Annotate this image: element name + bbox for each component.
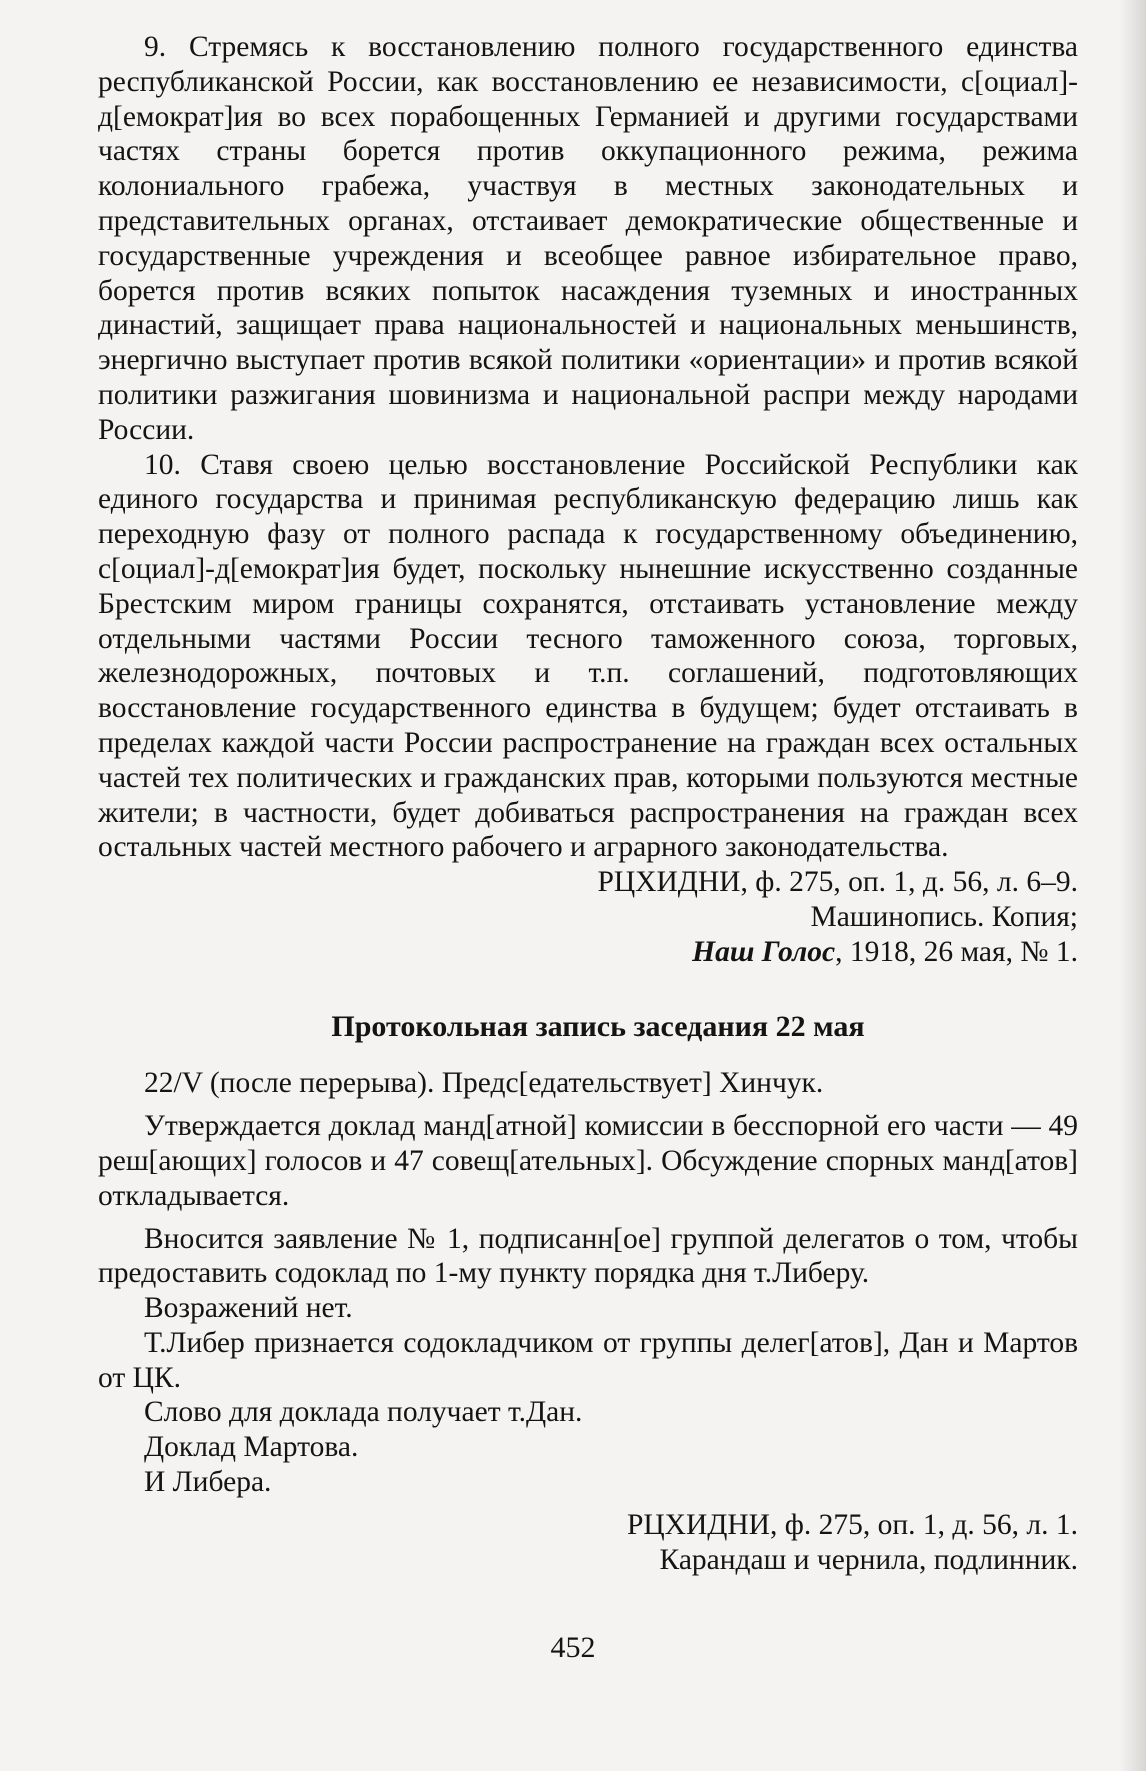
paragraph-9: 9. Стремясь к восстановлению полного государственного единства республиканской России, как восстановлению ее независимости, с[оциал]-д[емократ]ия во всех порабощенных Германией и другими государствами частях страны борется против оккупационного режима, режима колониального грабежа, участвуя в местных законодательных и представительных органах, отстаивает демократические общественные и государственные учреждения и всеобщее равное избирательное право, борется против всяких попыток насаждения туземных и иностранных династий, защищает права национальностей и национальных меньшинств, энергично выступает против всякой политики «ориентации» и против всякой политики разжигания шовинизма и национальной распри между народами России. <box>98 31 1078 446</box>
protocol-line-2: Утверждается доклад манд[атной] комиссии в бесспорной его части — 49 реш[ающих] голосов и 47 совещ[ательных]. Обсуждение спорных манд[атов] откладывается. <box>98 1110 1078 1212</box>
protocol-line-1: 22/V (после перерыва). Предс[едательствует] Хинчук. <box>144 1067 824 1100</box>
page-edge-shadow <box>1120 0 1146 1771</box>
source-type: Машинопись. Копия; <box>810 900 1078 933</box>
source-archive-ref-2: РЦХИДНИ, ф. 275, оп. 1, д. 56, л. 1. <box>626 1508 1078 1541</box>
protocol-line-4: Возражений нет. <box>144 1292 353 1325</box>
publication-details: , 1918, 26 мая, № 1. <box>835 935 1078 968</box>
source-archive-ref: РЦХИДНИ, ф. 275, оп. 1, д. 56, л. 6–9. <box>597 866 1078 899</box>
protocol-line-5: Т.Либер признается содокладчиком от группы делег[атов], Дан и Мартов от ЦК. <box>98 1326 1078 1394</box>
document-page <box>98 30 1078 1577</box>
protocol-line-3: Вносится заявление № 1, подписанн[ое] группой делегатов о том, чтобы предоставить содоклад по 1-му пункту порядка дня т.Либеру. <box>98 1222 1078 1290</box>
source-type-2: Карандаш и чернила, подлинник. <box>659 1543 1078 1576</box>
paragraph-10: 10. Ставя своею целью восстановление Российской Республики как единого государства и принимая республиканскую федерацию лишь как переходную фазу от полного распада к государственному объединению, с[оциал]-д[емократ]ия будет, поскольку нынешние искусственно созданные Брестским миром границы сохранятся, отстаивать установление между отдельными частями России тесного таможенного союза, торговых, железнодорожных, почтовых и т.п. соглашений, подготовляющих восстановление государственного единства в будущем; будет отстаивать в пределах каждой части России распространение на граждан всех остальных частей тех политических и гражданских прав, которыми пользуются местные жители; в частности, будет добиваться распространения на граждан всех остальных частей местного рабочего и аграрного законодательства. <box>98 448 1078 864</box>
protocol-line-7: Доклад Мартова. <box>144 1431 359 1464</box>
section-title: Протокольная запись заседания 22 мая <box>331 1009 865 1043</box>
protocol-line-6: Слово для доклада получает т.Дан. <box>144 1396 583 1429</box>
source-citation-2 <box>98 1508 1078 1578</box>
page-number: 452 <box>550 1631 596 1664</box>
protocol-line-8: И Либера. <box>144 1466 272 1499</box>
source-publication <box>98 935 1078 970</box>
publication-title: Наш Голос <box>692 935 836 968</box>
source-citation-1 <box>98 865 1078 969</box>
